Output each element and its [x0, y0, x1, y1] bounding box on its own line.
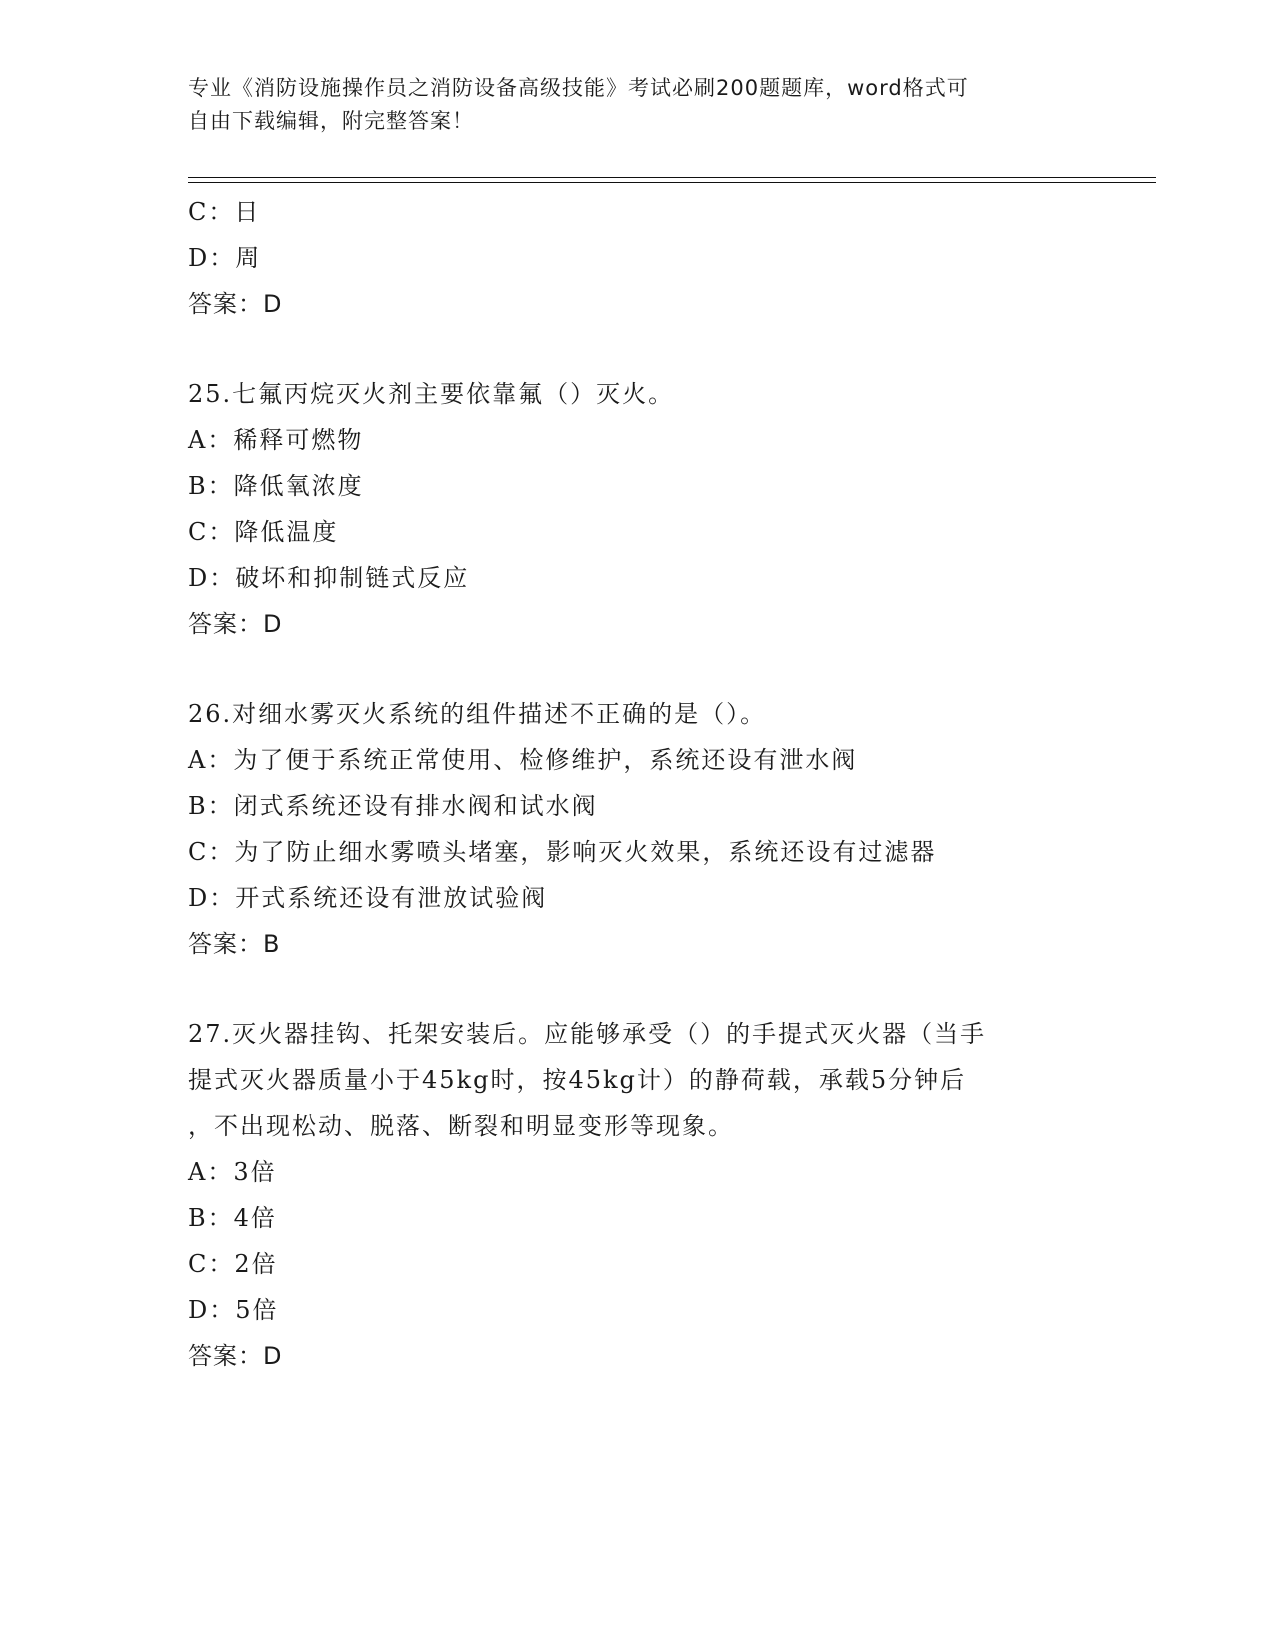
option-b: B：降低氧浓度	[188, 472, 364, 500]
option-c: C：降低温度	[188, 518, 339, 546]
question-stem-line-2: 提式灭火器质量小于45kg时，按45kg计）的静荷载，承载5分钟后	[188, 1066, 967, 1094]
answer-label: 答案：D	[188, 290, 283, 318]
header-rule-bottom	[188, 182, 1156, 183]
header-rule-top	[188, 177, 1156, 178]
question-prev	[188, 189, 1088, 327]
question-stem-line-3: ，不出现松动、脱落、断裂和明显变形等现象。	[188, 1112, 734, 1140]
option-d: D：破坏和抑制链式反应	[188, 564, 470, 592]
question-list	[188, 189, 1088, 1379]
question-27	[188, 1011, 1088, 1379]
question-stem: 26.对细水雾灭火系统的组件描述不正确的是（）。	[188, 700, 767, 728]
page-header	[188, 72, 1088, 138]
header-line-2: 自由下载编辑，附完整答案！	[188, 109, 474, 133]
question-stem-line-1: 27.灭火器挂钩、托架安装后。应能够承受（）的手提式灭火器（当手	[188, 1020, 987, 1048]
option-a: A：为了便于系统正常使用、检修维护，系统还设有泄水阀	[188, 746, 858, 774]
option-c: C：2倍	[188, 1250, 278, 1278]
question-stem: 25.七氟丙烷灭火剂主要依靠氟（）灭火。	[188, 380, 675, 408]
option-b: B：4倍	[188, 1204, 277, 1232]
answer-label: 答案：B	[188, 930, 281, 958]
question-25	[188, 371, 1088, 647]
header-line-1: 专业《消防设施操作员之消防设备高级技能》考试必刷200题题库，word格式可	[188, 76, 969, 100]
option-a: A：稀释可燃物	[188, 426, 364, 454]
option-c: C：日	[188, 198, 261, 226]
option-d: D：5倍	[188, 1296, 279, 1324]
option-c: C：为了防止细水雾喷头堵塞，影响灭火效果，系统还设有过滤器	[188, 838, 937, 866]
option-d: D：开式系统还设有泄放试验阀	[188, 884, 548, 912]
answer-label: 答案：D	[188, 610, 283, 638]
answer-label: 答案：D	[188, 1342, 283, 1370]
option-a: A：3倍	[188, 1158, 277, 1186]
question-26	[188, 691, 1088, 967]
option-b: B：闭式系统还设有排水阀和试水阀	[188, 792, 598, 820]
option-d: D：周	[188, 244, 262, 272]
